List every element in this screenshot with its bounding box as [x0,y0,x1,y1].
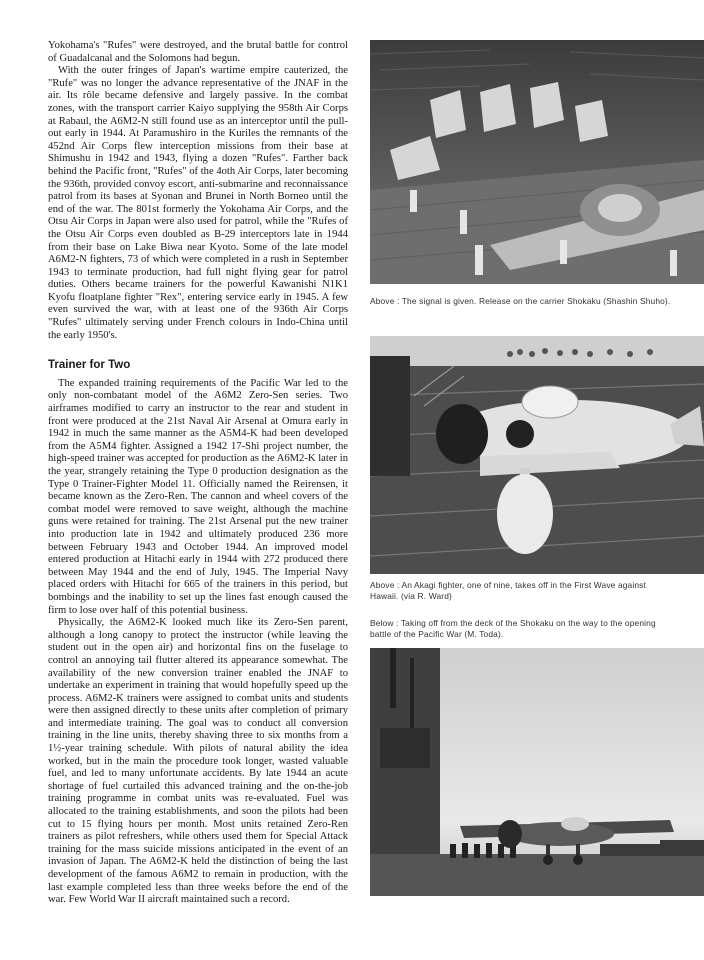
article-paragraph: Yokohama's "Rufes" were destroyed, and the brutal battle for control of Guadalcanal and the Solomons had begun. [48,40,348,64]
article-paragraph: Physically, the A6M2-K looked much like its Zero-Sen parent, although a long canopy to protect the instructor (while leaving the student out in the open air) and horizontal fins on the fuselage to control an annoying tail flutter altered its appearance somewhat. The availability of the new conversion trainer enabled the JNAF to undertake an experiment in training that would hopefully speed up the process. A6M2-K trainers were assigned to combat units and students were then assigned directly to these units after completion of primary and intermediate training. The goal was to conduct all conversion training in the line units, thereby shaving three to six months from a 1½-year training schedule. With pilots of natural ability the idea worked, but in the main the procedure took longer, wasted valuable fuel, and led to many unfortunate accidents. By late 1944 an acute shortage of fuel curtailed this advanced training and the on-the-job training programme in combat units was re-evaluated. Fuel was allocated to the training establishments, and soon the pilots had been cut to 15 flying hours per month. Most units retained Zero-Ren trainers as pilot refreshers, while others used them for Special Attack training for the mass suicide missions anticipated in the event of an invasion of Japan. The A6M2-K held the distinction of being the last development of the famous A6M2 to remain in production, with the last example completed less than three weeks before the end of the war. Few World War II aircraft maintained such a record. [48,617,348,906]
photo-shokaku-takeoff [370,648,704,896]
article-paragraph: With the outer fringes of Japan's wartime empire cauterized, the "Rufe" was no longer the advance representative of the JNAF in the air. Its rôle became defensive and largely passive. In the combat zones, with the transport carrier Kaiyo supplying the 958th Air Corps at Rabaul, the A6M2-N still found use as an interceptor until the pull-out early in 1944. At Paramushiro in the Kuriles the remnants of the 452nd Air Corps flew interception missions from their base at Shimushu in 1942 and 1943, flying a dozen "Rufes". Farther back behind the Pacific front, "Rufes" of the 4oth Air Corps, later becoming the 936th, provided convoy escort, anti-submarine and reconnaissance patrol from its bases at Syonan and Brunei in North Borneo until the end of the war. The 801st formerly the Yokohama Air Corps, and the Otsu Air Corps in Japan were also used for patrol, while the "Rufes of the Otsu Air Corps even doubled as B-29 interceptors late in 1944 from their base on Lake Biwa near Kyoto. Some of the late model A6M2-N fighters, 73 of which were completed in a rush in September 1943 to terminate production, had full night flying gear for patrol duties. Others became trainers for the powerful Kawanishi N1K1 Kyofu floatplane fighter "Rex", entering service early in 1945. A few even survived the war, with at least one of the 936th Air Corps "Rufes" ultimately serving under French colours in Indo-China until the early 1950's. [48,65,348,341]
article-text-column [48,40,348,907]
photo-caption: Below : Taking off from the deck of the Shokaku on the way to the opening battle of the Pacific War (M. Toda). [370,618,656,639]
section-heading: Trainer for Two [48,359,131,372]
photo-caption: Above : The signal is given. Release on the carrier Shokaku (Shashin Shuho). [370,296,671,306]
photo-akagi-fighter-takeoff [370,336,704,574]
photo-carrier-deck-release [370,40,704,284]
article-paragraph: The expanded training requirements of the Pacific War led to the only non-combatant model of the A6M2 Zero-Sen series. Two airframes modified to carry an instructor to the rear and student in front were produced at the 21st Naval Air Arsenal at Omura early in 1942 in much the same manner as the A5M4-K had been developed from the A5M4 fighter. Assigned a 1942 17-Shi project number, the high-speed trainer was accepted for production as the A6M2-K later in the year, strangely retaining the Type 0 production designation as the Type 0 Trainer-Fighter Model 11. Officially named the Reirensen, it became known as the Zero-Ren. The cannon and wheel covers of the combat model were removed to save weight, although the machine guns were retained for training. The 21st Arsenal put the new trainer into production late in 1942 and ultimately produced 236 more between February 1943 and October 1944. An improved model entered production at Hitachi early in 1944 with 272 produced there between May 1944 and the end of July, 1945. The Imperial Navy placed orders with Hitachi for 665 of the trainers in this period, but bombings and the inability to set up the lines fast enough caused the firm to lose over half of this potential business. [48,377,348,616]
photo-caption: Above : An Akagi fighter, one of nine, takes off in the First Wave against Hawaii. (via R. Ward) [370,580,646,601]
